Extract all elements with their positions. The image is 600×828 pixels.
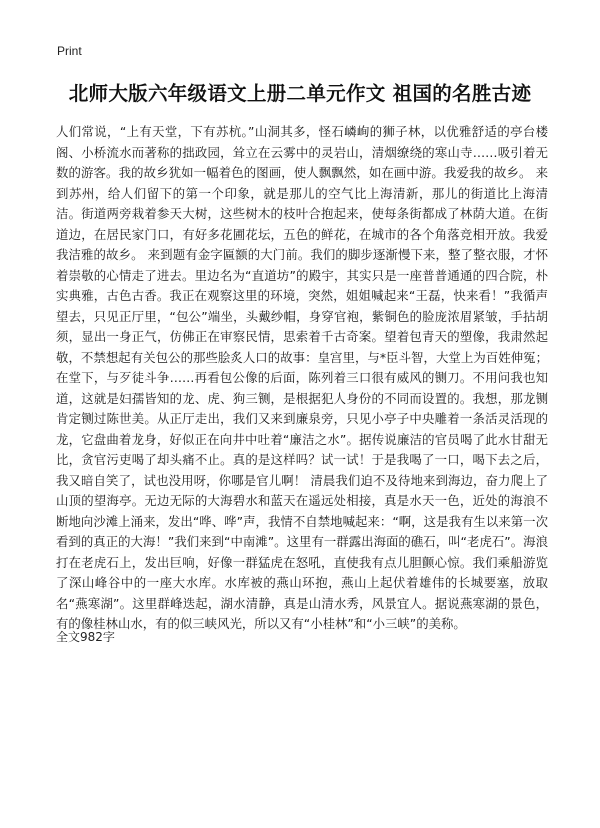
page-title: 北师大版六年级语文上册二单元作文 祖国的名胜古迹 <box>68 82 532 105</box>
word-count: 全文982字 <box>56 630 115 644</box>
print-link[interactable]: Print <box>57 44 82 58</box>
article-body: 人们常说，“上有天堂，下有苏杭。”山洞其多，怪石嶙峋的狮子林，以优雅舒适的亭台楼阁、小桥流水而著称的拙政园，耸立在云雾中的灵岩山，清烟缭绕的寒山寺……吸引着无数的游客。我的故乡犹如一幅着色的图画，使人飘飘然，如在画中游。我爱我的故乡。 来到苏州，给人们留下的第一个印象，就是那儿的空气比上海清新，那儿的街道比上海清洁。街道两旁栽着参天大树，这些树木的枝叶合抱起来，使每条街都成了林荫大道。在街道边，在居民家门口，有好多花圃花坛，五色的鲜花，在城市的各个角落竞相开放。我爱我洁雅的故乡。 来到题有金字匾额的大门前。我们的脚步逐渐慢下来，整了整衣服，才怀着崇敬的心情走了进去。里边名为“直道坊”的殿宇，其实只是一座普普通通的四合院，朴实典雅，古色古香。我正在观察这里的环境，突然，姐姐喊起来“王磊，快来看！”我循声望去，只见正厅里，“包公”端坐，头戴纱帽，身穿官袍，紫铜色的脸庞浓眉紧皱，手拈胡须，显出一身正气，仿佛正在审察民情，思索着千古奇案。望着包青天的塑像，我肃然起敬，不禁想起有关包公的那些脍炙人口的故事：皇宫里，与*臣斗智，大堂上为百姓伸冤；在堂下，与歹徒斗争……再看包公像的后面，陈列着三口很有威风的铡刀。不用问我也知道，这就是妇孺皆知的龙、虎、狗三铡，是根据犯人身份的不同而设置的。我想，那龙铡肯定铡过陈世美。从正厅走出，我们又来到廉泉旁，只见小亭子中央雕着一条活灵活现的龙，它盘曲着龙身，好似正在向井中吐着“廉洁之水”。据传说廉洁的官员喝了此水甘甜无比，贪官污吏喝了却头痛不止。真的是这样吗？试一试！于是我喝了一口，喝下去之后，我又暗自笑了，试也没用呀，你哪是官儿啊！ 清晨我们迫不及待地来到海边，奋力爬上了山顶的望海亭。无边无际的大海碧水和蓝天在遥远处相接，真是水天一色，近处的海浪不断地向沙滩上涌来，发出“哗、哗”声，我情不自禁地喊起来：“啊，这是我有生以来第一次看到的真正的大海！”我们来到“中南滩”。这里有一群露出海面的礁石，叫“老虎石”。海浪打在老虎石上，发出巨响，好像一群猛虎在怒吼，直使我有点儿胆颤心惊。我们乘船游览了深山峰谷中的一座大水库。水库被的燕山环抱，燕山上起伏着雄伟的长城要塞，放取名“燕寒湖”。这里群峰迭起，湖水清静，真是山清水秀，风景宜人。据说燕寒湖的景色，有的像桂林山水，有的似三峡风光，所以又有“小桂林”和“小三峡”的美称。 <box>56 124 548 631</box>
